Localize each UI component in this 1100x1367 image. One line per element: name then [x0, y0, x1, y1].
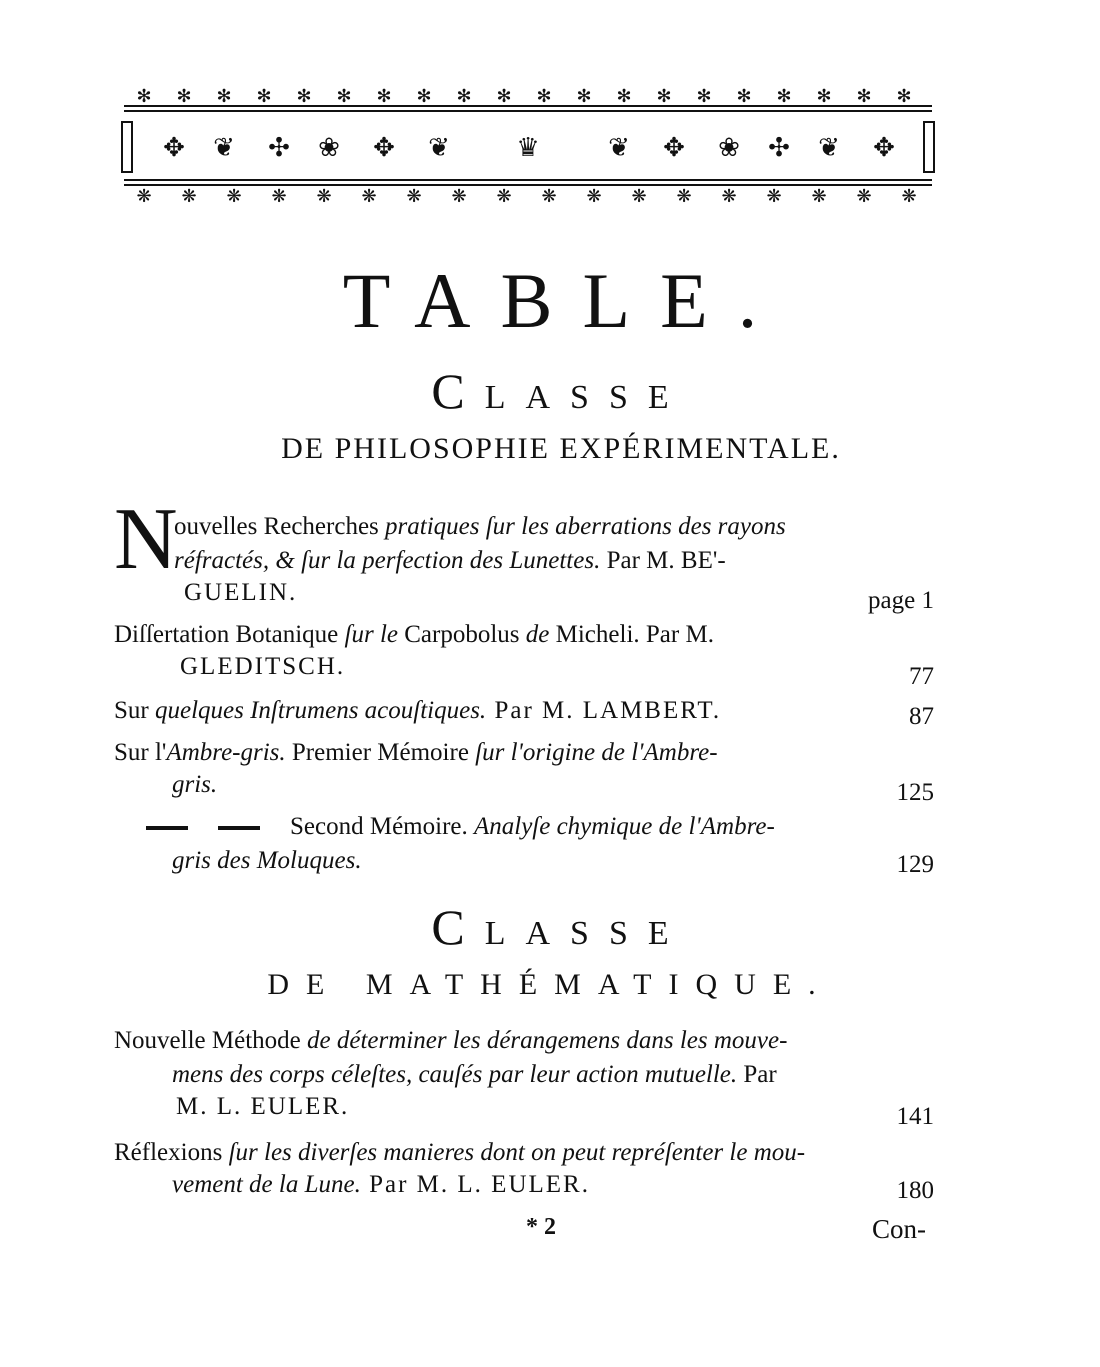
- svg-text:✻: ✻: [536, 86, 552, 107]
- section-subtitle-philosophie: DE PHILOSOPHIE EXPÉRIMENTALE.: [281, 432, 841, 465]
- page-number: 125: [896, 779, 934, 806]
- svg-text:✻: ✻: [456, 86, 472, 107]
- toc-entry-ambre-gris-1: [114, 738, 934, 806]
- svg-text:❋: ❋: [361, 186, 377, 204]
- page-number: 141: [896, 1103, 934, 1130]
- svg-text:❋: ❋: [586, 186, 602, 204]
- svg-text:✥: ✥: [163, 133, 185, 163]
- svg-text:❋: ❋: [226, 186, 242, 204]
- svg-text:❋: ❋: [766, 186, 782, 204]
- svg-text:✥: ✥: [873, 133, 895, 163]
- entry-line: Sur quelques Inſtrumens acouſtiques. Par M. LAMBERT.: [114, 697, 722, 724]
- svg-text:✣: ✣: [768, 133, 790, 163]
- svg-text:❋: ❋: [451, 186, 467, 204]
- entry-line: Nouvelle Méthode de déterminer les dérangemens dans les mouve-: [114, 1027, 788, 1054]
- svg-text:✻: ✻: [896, 86, 912, 107]
- svg-text:❦: ❦: [428, 133, 450, 163]
- svg-text:❋: ❋: [316, 186, 332, 204]
- page-number: 129: [896, 851, 934, 878]
- entry-line: ouvelles Recherches pratiques ſur les aberrations des rayons: [174, 513, 786, 540]
- svg-text:✻: ✻: [616, 86, 632, 107]
- svg-text:❋: ❋: [676, 186, 692, 204]
- entry-line: Diſſertation Botanique ſur le Carpobolus de Micheli. Par M.: [114, 621, 714, 648]
- heading-rest: LASSE: [484, 915, 689, 952]
- svg-text:✻: ✻: [856, 86, 872, 107]
- entry-line: gris.: [172, 771, 218, 798]
- entry-line: vement de la Lune. Par M. L. EULER.: [172, 1171, 590, 1198]
- entry-line: Second Mémoire. Analyſe chymique de l'Ambre-: [146, 812, 775, 842]
- entry-author: GUELIN.: [184, 579, 298, 606]
- svg-text:✻: ✻: [816, 86, 832, 107]
- toc-entry-euler-2: [114, 1138, 934, 1202]
- svg-text:❀: ❀: [718, 133, 740, 163]
- catchword: Con-: [872, 1214, 926, 1244]
- svg-text:❋: ❋: [406, 186, 422, 204]
- svg-text:❋: ❋: [181, 186, 197, 204]
- svg-text:✻: ✻: [176, 86, 192, 107]
- svg-text:✥: ✥: [663, 133, 685, 163]
- drop-cap: N: [114, 491, 178, 588]
- toc-entry-lambert: [114, 696, 934, 730]
- entry-line: gris des Moluques.: [172, 847, 362, 874]
- heading-initial: C: [431, 363, 485, 419]
- svg-text:✻: ✻: [696, 86, 712, 107]
- svg-text:❋: ❋: [811, 186, 827, 204]
- toc-entry-ambre-gris-2: [114, 812, 934, 876]
- dash-icon: [146, 826, 188, 830]
- entry-line: Réflexions ſur les diverſes manieres dont on peut repréſenter le mou-: [114, 1139, 806, 1166]
- entry-line: réfractés, & ſur la perfection des Lunettes. Par M. BE'-: [174, 547, 726, 574]
- entry-line: mens des corps céleſtes, cauſés par leur action mutuelle. Par: [172, 1061, 777, 1088]
- toc-entry-euler-1: [114, 1026, 934, 1130]
- svg-text:✻: ✻: [496, 86, 512, 107]
- svg-text:✻: ✻: [216, 86, 232, 107]
- svg-text:✻: ✻: [656, 86, 672, 107]
- section-heading-classe-philosophie: [0, 363, 1100, 419]
- svg-text:✣: ✣: [268, 133, 290, 163]
- page-title: TABLE.: [342, 257, 788, 344]
- section-subtitle-mathematique: DE MATHÉMATIQUE.: [267, 968, 833, 1001]
- page-number: page 1: [868, 587, 934, 614]
- svg-text:♛: ♛: [516, 133, 540, 163]
- svg-text:❋: ❋: [856, 186, 872, 204]
- svg-text:❦: ❦: [818, 133, 840, 163]
- toc-entry-beguelin: [114, 512, 934, 612]
- signature-mark: * 2: [526, 1214, 556, 1240]
- svg-text:❦: ❦: [213, 133, 235, 163]
- svg-text:❋: ❋: [721, 186, 737, 204]
- section-heading-classe-mathematique: [0, 899, 1100, 955]
- svg-text:✻: ✻: [376, 86, 392, 107]
- page-number: 180: [896, 1177, 934, 1204]
- entry-author: GLEDITSCH.: [180, 653, 346, 680]
- svg-text:✻: ✻: [256, 86, 272, 107]
- heading-rest: LASSE: [484, 379, 689, 416]
- page-number: 87: [909, 703, 934, 730]
- svg-text:✻: ✻: [576, 86, 592, 107]
- ornament-headpiece-icon: [114, 84, 942, 204]
- page-number: 77: [909, 663, 934, 690]
- svg-text:❋: ❋: [901, 186, 917, 204]
- entry-author: M. L. EULER.: [176, 1093, 350, 1120]
- dash-icon: [218, 826, 260, 830]
- toc-entry-gleditsch: [114, 620, 934, 690]
- svg-text:✻: ✻: [136, 86, 152, 107]
- svg-text:✻: ✻: [296, 86, 312, 107]
- svg-text:❦: ❦: [608, 133, 630, 163]
- svg-text:❋: ❋: [631, 186, 647, 204]
- svg-text:✥: ✥: [373, 133, 395, 163]
- svg-text:✻: ✻: [416, 86, 432, 107]
- svg-text:❋: ❋: [271, 186, 287, 204]
- svg-text:✻: ✻: [336, 86, 352, 107]
- entry-line: Sur l'Ambre-gris. Premier Mémoire ſur l'origine de l'Ambre-: [114, 739, 718, 766]
- svg-text:❋: ❋: [496, 186, 512, 204]
- svg-text:❀: ❀: [318, 133, 340, 163]
- svg-text:✻: ✻: [736, 86, 752, 107]
- heading-initial: C: [431, 899, 485, 955]
- svg-text:❋: ❋: [541, 186, 557, 204]
- svg-text:❋: ❋: [136, 186, 152, 204]
- svg-text:✻: ✻: [776, 86, 792, 107]
